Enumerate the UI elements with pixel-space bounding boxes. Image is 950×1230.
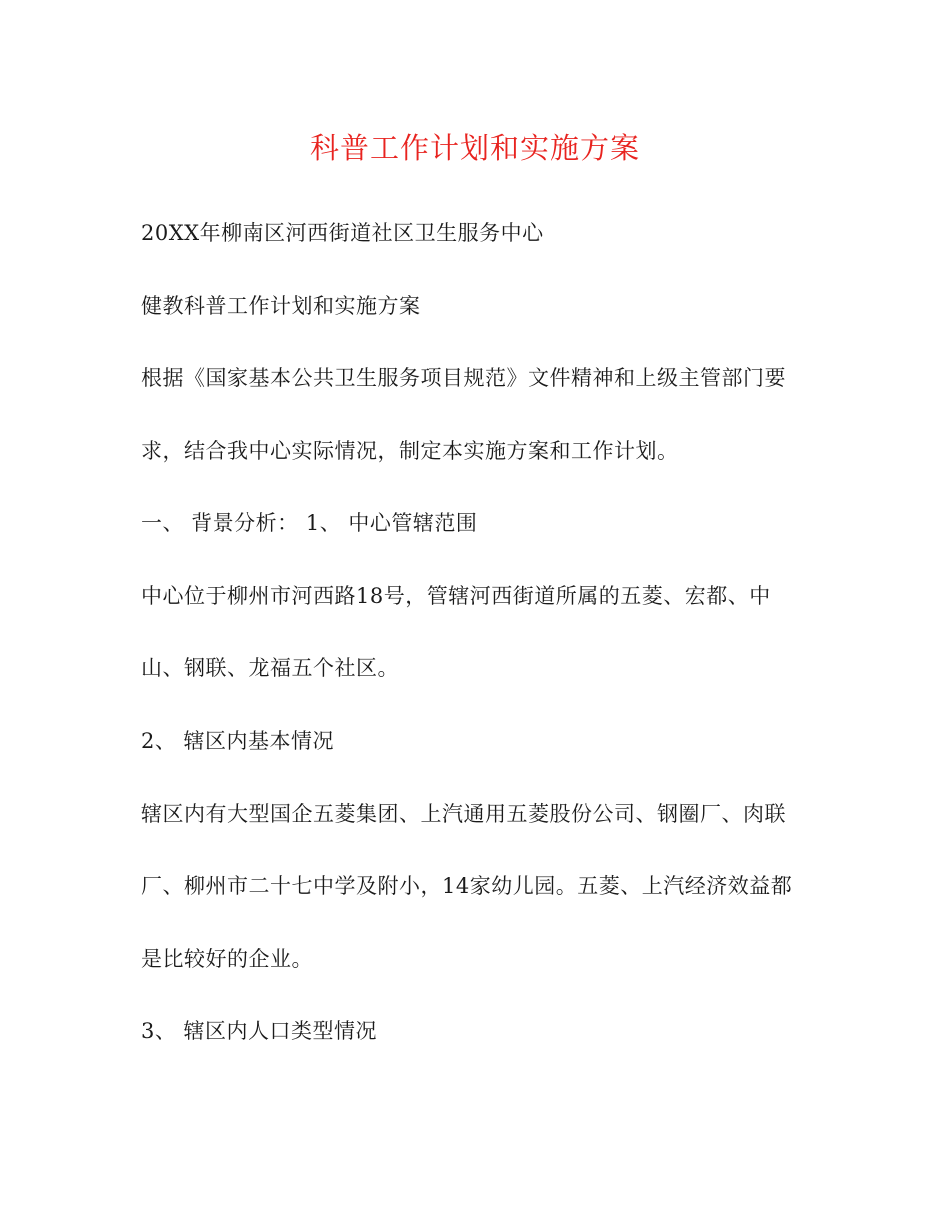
doc-line-3: 根据《国家基本公共卫生服务项目规范》文件精神和上级主管部门要 xyxy=(141,366,786,390)
doc-line-8: 2、 辖区内基本情况 xyxy=(141,729,335,753)
page-title: 科普工作计划和实施方案 xyxy=(309,131,640,165)
doc-line-6: 中心位于柳州市河西路18号，管辖河西街道所属的五菱、宏都、中 xyxy=(141,584,771,608)
doc-line-4: 求，结合我中心实际情况，制定本实施方案和工作计划。 xyxy=(141,439,679,463)
doc-line-1: 20XX年柳南区河西街道社区卫生服务中心 xyxy=(141,221,544,245)
doc-line-10: 厂、柳州市二十七中学及附小，14家幼儿园。五菱、上汽经济效益都 xyxy=(141,874,793,898)
doc-line-9: 辖区内有大型国企五菱集团、上汽通用五菱股份公司、钢圈厂、肉联 xyxy=(141,802,786,826)
doc-line-7: 山、钢联、龙福五个社区。 xyxy=(141,656,399,680)
doc-line-11: 是比较好的企业。 xyxy=(141,947,313,971)
doc-line-12: 3、 辖区内人口类型情况 xyxy=(141,1019,378,1043)
doc-line-2: 健教科普工作计划和实施方案 xyxy=(141,294,421,318)
doc-line-5: 一、 背景分析： 1、 中心管辖范围 xyxy=(141,511,478,535)
